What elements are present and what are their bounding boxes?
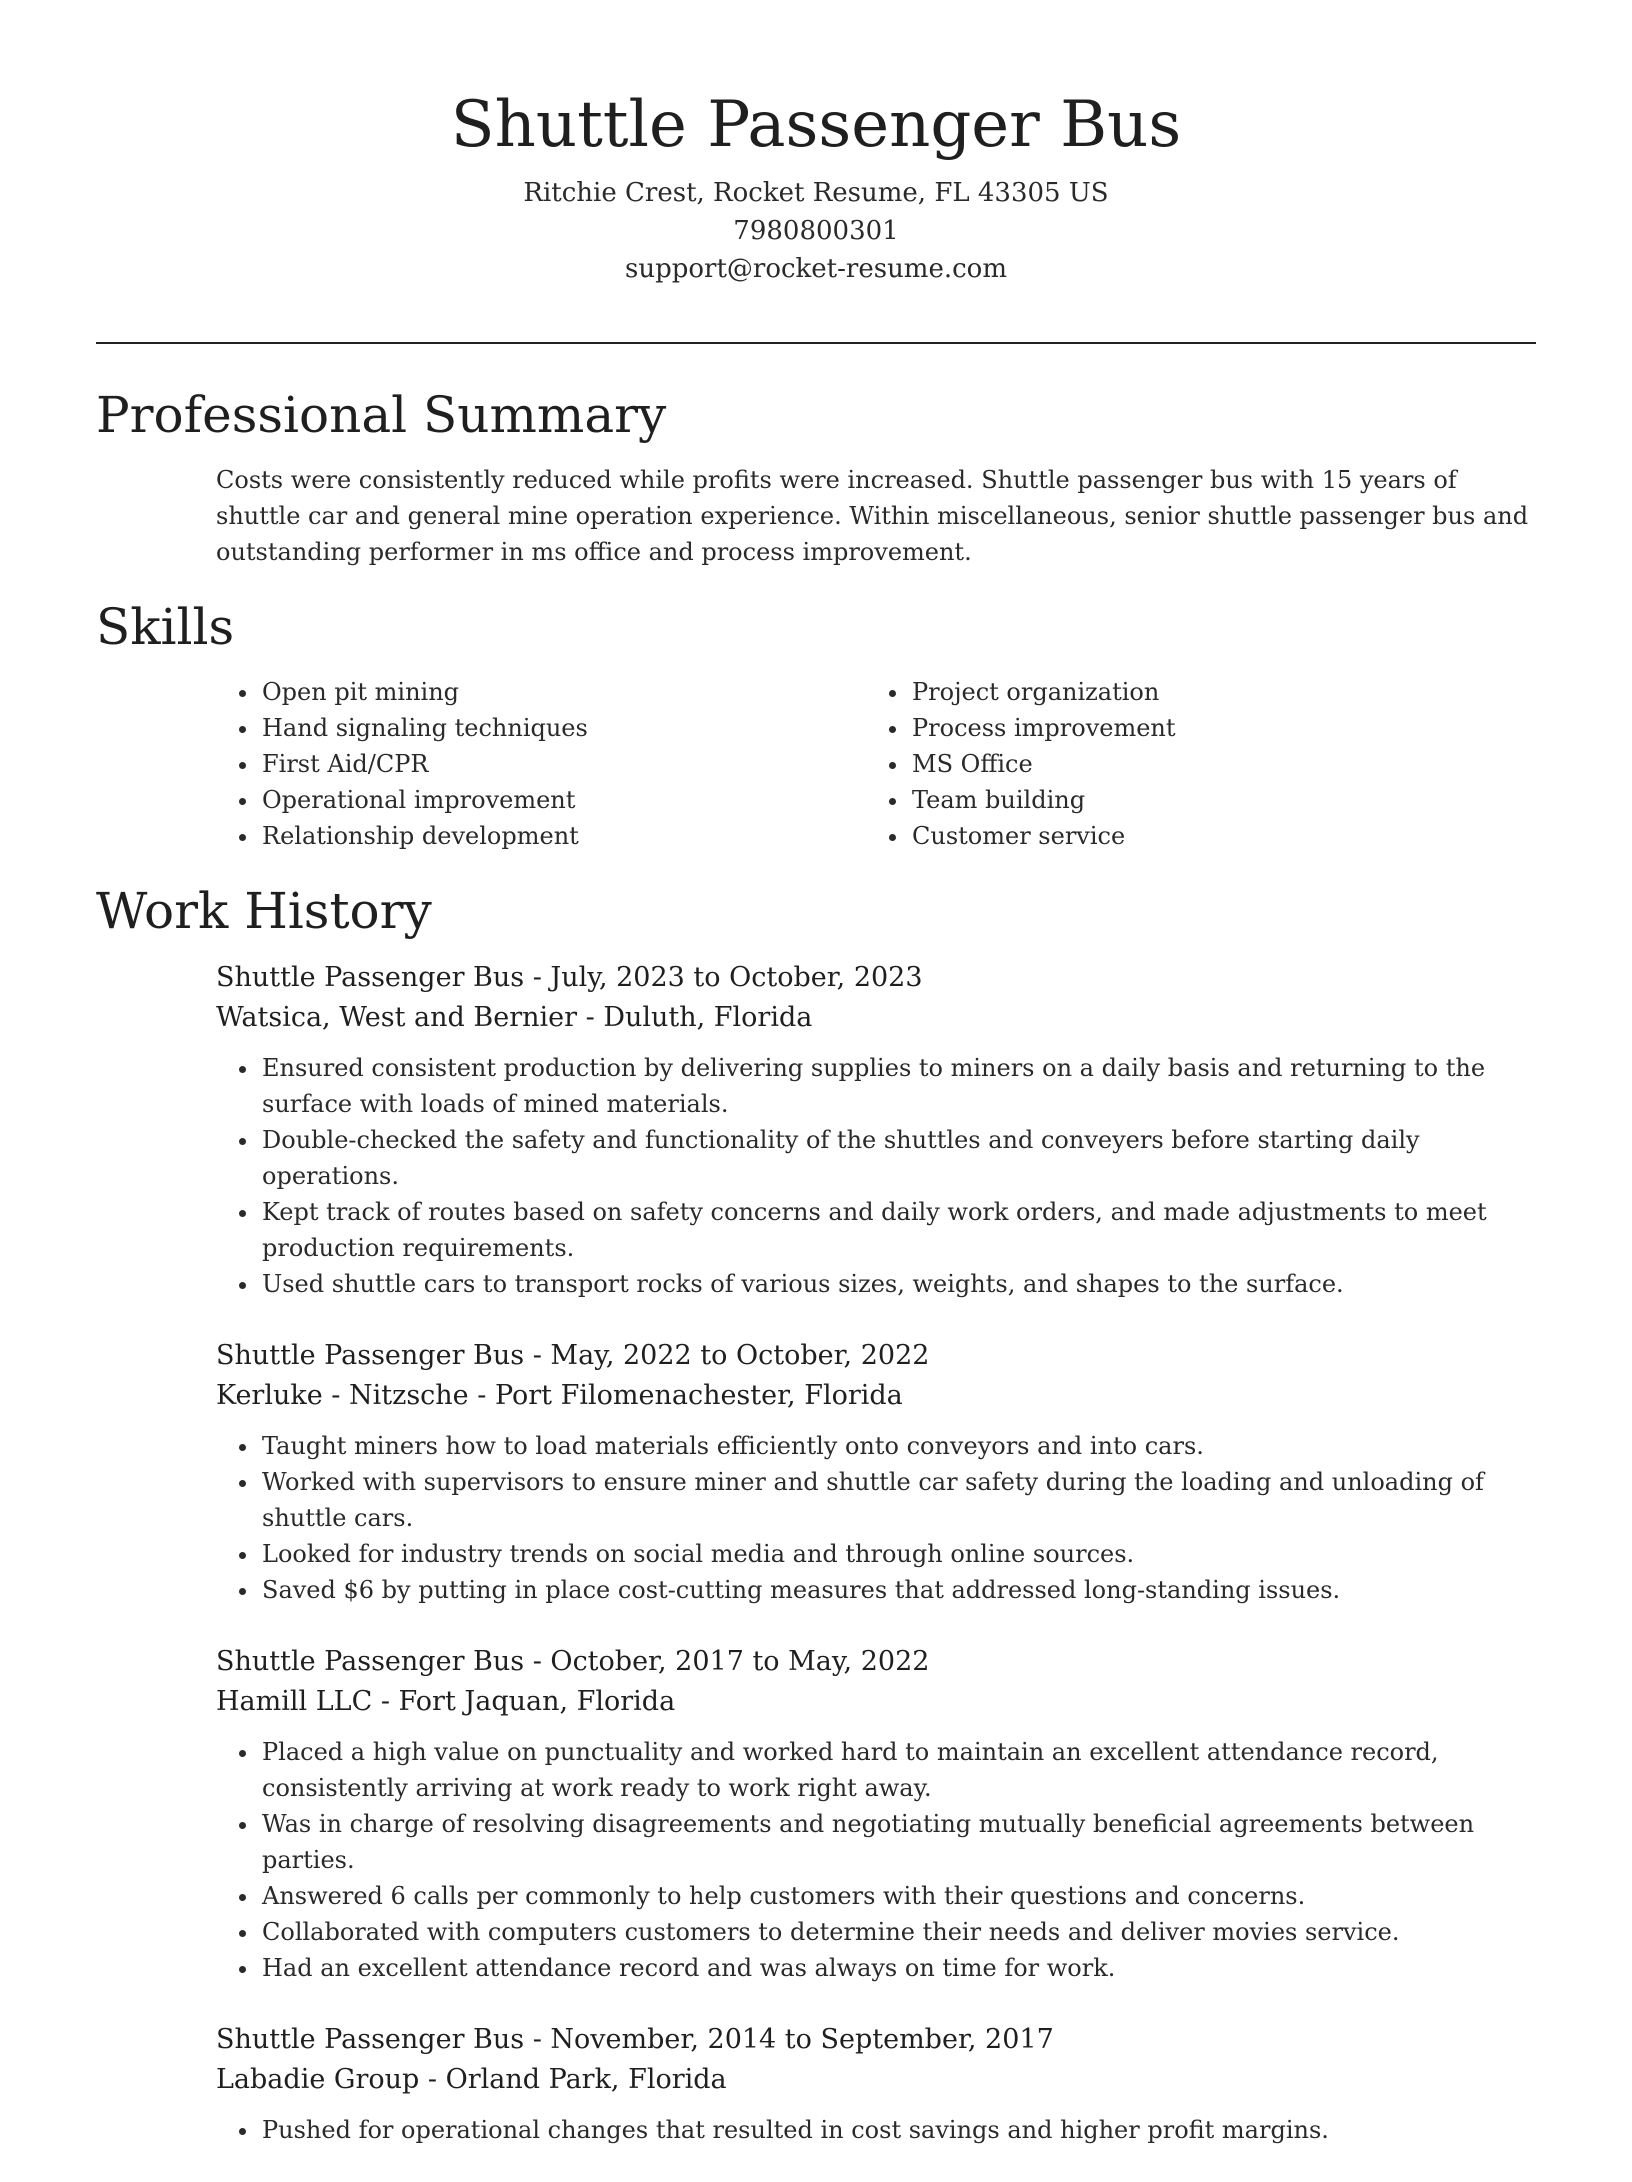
skill-item: • Project organization <box>910 674 1176 710</box>
job-company-line: Labadie Group - Orland Park, Florida <box>216 2064 727 2095</box>
work-history-list <box>216 958 1556 2182</box>
job-bullets <box>216 1734 1556 1986</box>
job-entry <box>216 1642 1556 1986</box>
job-company-line: Watsica, West and Bernier - Duluth, Florida <box>216 1002 813 1033</box>
job-bullet: • Looked for industry trends on social media and through online sources. <box>260 1536 1556 1572</box>
job-title-line: Shuttle Passenger Bus - May, 2022 to October, 2022 <box>216 1340 930 1371</box>
skill-item: • Customer service <box>910 818 1176 854</box>
job-bullet: • Worked with supervisors to ensure miner and shuttle car safety during the loading and unloading of shuttle cars. <box>260 1464 1556 1536</box>
skills-list-right <box>866 674 1176 854</box>
resume-header <box>0 82 1632 288</box>
job-bullet: • Ensured consistent production by delivering supplies to miners on a daily basis and returning to the surface with loads of mined materials. <box>260 1050 1556 1122</box>
skill-item: • Team building <box>910 782 1176 818</box>
job-entry <box>216 958 1556 1302</box>
candidate-name: Shuttle Passenger Bus <box>450 88 1182 162</box>
contact-block <box>0 174 1632 288</box>
job-title-line: Shuttle Passenger Bus - November, 2014 to September, 2017 <box>216 2024 1054 2055</box>
job-bullet: • Double-checked the safety and functionality of the shuttles and conveyers before starting daily operations. <box>260 1122 1556 1194</box>
summary-heading: Professional Summary <box>96 386 667 444</box>
work-history-heading: Work History <box>96 882 432 940</box>
skill-item: • Hand signaling techniques <box>260 710 588 746</box>
job-bullets <box>216 1428 1556 1608</box>
job-company-line: Kerluke - Nitzsche - Port Filomenachester, Florida <box>216 1380 903 1411</box>
contact-phone: 7980800301 <box>733 216 899 246</box>
contact-email: support@rocket-resume.com <box>624 254 1007 284</box>
job-bullets <box>216 2112 1556 2148</box>
skill-item: • MS Office <box>910 746 1176 782</box>
contact-address: Ritchie Crest, Rocket Resume, FL 43305 US <box>523 178 1109 208</box>
job-bullet: • Saved $6 by putting in place cost-cutting measures that addressed long-standing issues. <box>260 1572 1556 1608</box>
job-bullet: • Used shuttle cars to transport rocks of various sizes, weights, and shapes to the surface. <box>260 1266 1556 1302</box>
job-title-line: Shuttle Passenger Bus - October, 2017 to May, 2022 <box>216 1646 930 1677</box>
skill-item: • Relationship development <box>260 818 588 854</box>
job-bullet: • Placed a high value on punctuality and worked hard to maintain an excellent attendance record, consistently arriving at work ready to work right away. <box>260 1734 1556 1806</box>
job-bullet: • Kept track of routes based on safety concerns and daily work orders, and made adjustments to meet production requirements. <box>260 1194 1556 1266</box>
header-divider <box>96 342 1536 344</box>
job-bullet: • Was in charge of resolving disagreements and negotiating mutually beneficial agreements between parties. <box>260 1806 1556 1878</box>
job-bullets <box>216 1050 1556 1302</box>
skill-item: • Process improvement <box>910 710 1176 746</box>
job-bullet: • Taught miners how to load materials efficiently onto conveyors and into cars. <box>260 1428 1556 1464</box>
summary-text: Costs were consistently reduced while profits were increased. Shuttle passenger bus with 15 years of shuttle car and general mine operation experience. Within miscellaneous, senior shuttle passenger bus and outstanding performer in ms office and process improvement. <box>216 466 1529 566</box>
skill-item: • First Aid/CPR <box>260 746 588 782</box>
skills-heading: Skills <box>96 598 235 656</box>
job-bullet: • Had an excellent attendance record and was always on time for work. <box>260 1950 1556 1986</box>
skills-list-left <box>216 674 588 854</box>
job-company-line: Hamill LLC - Fort Jaquan, Florida <box>216 1686 676 1717</box>
job-bullet: • Pushed for operational changes that resulted in cost savings and higher profit margins. <box>260 2112 1556 2148</box>
skill-item: • Open pit mining <box>260 674 588 710</box>
job-bullet: • Collaborated with computers customers to determine their needs and deliver movies service. <box>260 1914 1556 1950</box>
job-bullet: • Answered 6 calls per commonly to help customers with their questions and concerns. <box>260 1878 1556 1914</box>
job-title-line: Shuttle Passenger Bus - July, 2023 to October, 2023 <box>216 962 923 993</box>
job-entry <box>216 1336 1556 1608</box>
job-entry <box>216 2020 1556 2148</box>
skill-item: • Operational improvement <box>260 782 588 818</box>
